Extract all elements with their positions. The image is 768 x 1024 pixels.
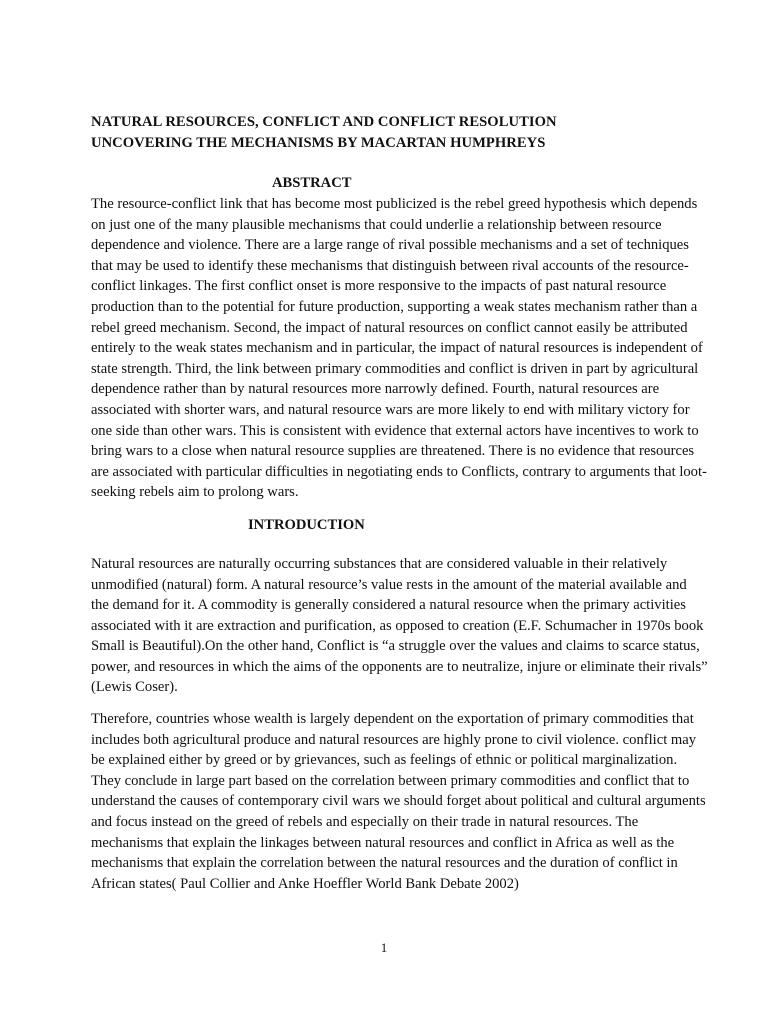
abstract-paragraph: The resource-conflict link that has become most publicized is the rebel greed hypothesis which depends on just one of the many plausible mechanisms that could underlie a relationship between resource dependence and violence. There are a large range of rival possible mechanisms and a set of techniques that may be used to identify these mechanisms that distinguish between rival accounts of the resource-conflict linkages. The first conflict onset is more responsive to the impacts of past natural resource production than to the potential for future production, supporting a weak states mechanism rather than a rebel greed mechanism. Second, the impact of natural resources on conflict cannot easily be attributed entirely to the weak states mechanism and in particular, the impact of natural resources is independent of state strength. Third, the link between primary commodities and conflict is driven in part by agricultural dependence rather than by natural resources more narrowly defined. Fourth, natural resources are associated with shorter wars, and natural resource wars are more likely to end with military victory for one side than other wars. This is consistent with evidence that external actors have incentives to work to bring wars to a close when natural resource supplies are threatened. There is no evidence that resources are associated with particular difficulties in negotiating ends to Conflicts, contrary to arguments that loot-seeking rebels aim to prolong wars. <box>91 196 707 501</box>
page-number: 1 <box>380 940 388 955</box>
abstract-heading: ABSTRACT <box>272 175 352 191</box>
document-title-line-1: NATURAL RESOURCES, CONFLICT AND CONFLICT RESOLUTION <box>91 114 557 130</box>
document-title-line-2: UNCOVERING THE MECHANISMS BY MACARTAN HUMPHREYS <box>91 135 546 151</box>
introduction-paragraph-1: Natural resources are naturally occurring substances that are considered valuable in their relatively unmodified (natural) form. A natural resource’s value rests in the amount of the material available and the demand for it. A commodity is generally considered a natural resource when the primary activities associated with it are extraction and purification, as opposed to creation (E.F. Schumacher in 1970s book Small is Beautiful).On the other hand, Conflict is “a struggle over the values and claims to scarce status, power, and resources in which the aims of the opponents are to neutralize, injure or eliminate their rivals” (Lewis Coser). <box>91 555 708 696</box>
introduction-heading: INTRODUCTION <box>248 516 365 533</box>
introduction-paragraph-2: Therefore, countries whose wealth is largely dependent on the exportation of primary commodities that includes both agricultural produce and natural resources are highly prone to civil violence. conflict may be explained either by greed or by grievances, such as feelings of ethnic or political marginalization. They conclude in large part based on the correlation between primary commodities and conflict that to understand the causes of contemporary civil wars we should forget about political and cultural arguments and focus instead on the greed of rebels and especially on their trade in natural resources. The mechanisms that explain the linkages between natural resources and conflict in Africa as well as the mechanisms that explain the correlation between the natural resources and the duration of conflict in African states( Paul Collier and Anke Hoeffler World Bank Debate 2002) <box>91 711 706 892</box>
